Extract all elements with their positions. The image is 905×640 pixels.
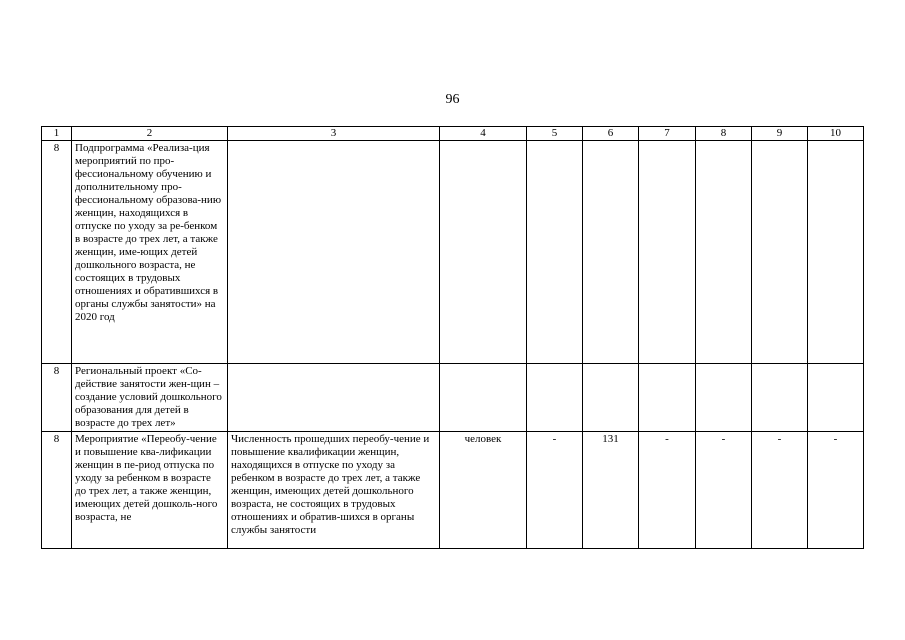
page-number: 96	[445, 92, 460, 107]
event-name: Подпрограмма «Реализа-ция мероприятий по про-фессиональному обучению и дополнительному про-фессиональному образова-нию женщин, находящихся в отпуске по уходу за ре-бенком в возрасте до трех лет, а также женщин, име-ющих детей дошкольного возраста, не состоящих в трудовых отношениях и обратившихся в органы службы занятости» на 2020 год	[72, 141, 228, 364]
value-cell: -	[527, 432, 583, 549]
unit-cell: человек	[440, 432, 527, 549]
column-header: 6	[583, 127, 639, 141]
value-cell: -	[752, 432, 808, 549]
table-row	[42, 432, 864, 549]
value-cell: -	[639, 432, 696, 549]
value-cell	[639, 141, 696, 364]
value-cell	[808, 364, 864, 432]
column-header: 1	[42, 127, 72, 141]
event-name: Мероприятие «Переобу-чение и повышение ква-лификации женщин в пе-риод отпуска по уходу за ребенком в возрасте до трех лет, а также женщин, имеющих детей дошколь-ного возраста, не	[72, 432, 228, 549]
table-header-row	[42, 127, 864, 141]
indicator-name: Численность прошедших переобу-чение и повышение квалификации женщин, находящихся в отпуске по уходу за ребенком в возрасте до трех лет, а также женщин, имеющих детей дошкольного возраста, не состоящих в трудовых отношениях и обратив-шихся в органы службы занятости	[228, 432, 440, 549]
value-cell: -	[696, 432, 752, 549]
table-row	[42, 364, 864, 432]
indicator-name	[228, 141, 440, 364]
column-header: 4	[440, 127, 527, 141]
unit-cell	[440, 364, 527, 432]
value-cell	[639, 364, 696, 432]
column-header: 2	[72, 127, 228, 141]
value-cell	[752, 141, 808, 364]
value-cell	[527, 141, 583, 364]
event-name: Региональный проект «Со-действие занятости жен-щин – создание условий дошкольного образования для детей в возрасте до трех лет»	[72, 364, 228, 432]
value-cell	[583, 364, 639, 432]
column-header: 7	[639, 127, 696, 141]
value-cell: -	[808, 432, 864, 549]
data-table	[41, 126, 864, 549]
column-header: 8	[696, 127, 752, 141]
indicator-name	[228, 364, 440, 432]
value-cell	[696, 364, 752, 432]
value-cell	[527, 364, 583, 432]
value-cell	[808, 141, 864, 364]
column-header: 3	[228, 127, 440, 141]
row-number: 8	[42, 432, 72, 549]
column-header: 10	[808, 127, 864, 141]
table-row	[42, 141, 864, 364]
value-cell: 131	[583, 432, 639, 549]
column-header: 9	[752, 127, 808, 141]
value-cell	[696, 141, 752, 364]
row-number: 8	[42, 364, 72, 432]
unit-cell	[440, 141, 527, 364]
value-cell	[583, 141, 639, 364]
column-header: 5	[527, 127, 583, 141]
value-cell	[752, 364, 808, 432]
row-number: 8	[42, 141, 72, 364]
